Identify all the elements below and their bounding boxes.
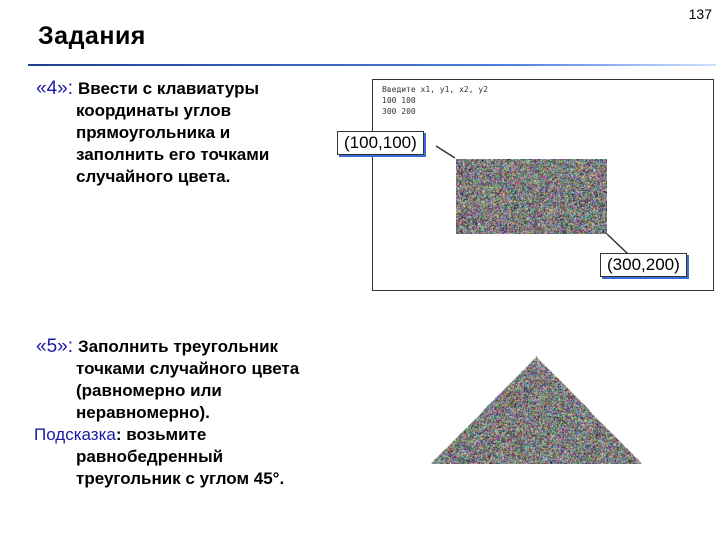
console-line: 100 100 bbox=[382, 96, 416, 105]
task-5-number: «5» bbox=[36, 336, 68, 357]
task-5 bbox=[36, 336, 299, 490]
hint-line: треугольник с углом 45°. bbox=[76, 469, 285, 488]
task-5-line: неравномерно). bbox=[76, 403, 210, 422]
callout-pointer-1 bbox=[436, 146, 455, 158]
hint-line: возьмите bbox=[126, 425, 207, 444]
hint-line: равнобедренный bbox=[76, 447, 224, 466]
task-4-colon: : bbox=[67, 78, 73, 99]
callout-pointer-2 bbox=[607, 234, 628, 254]
task-4-number: «4» bbox=[36, 78, 68, 99]
task-4-line: координаты углов bbox=[76, 101, 232, 120]
task-4-line: Ввести с клавиатуры bbox=[77, 79, 260, 98]
task-4-line: заполнить его точками bbox=[76, 145, 270, 164]
task-5-colon: : bbox=[67, 336, 73, 357]
hint-colon: : bbox=[115, 425, 122, 444]
callout-top-left-corner: (100,100) bbox=[337, 131, 424, 155]
task-4-line: случайного цвета. bbox=[76, 167, 231, 186]
hint-label: Подсказка bbox=[34, 425, 116, 444]
task-4-line: прямоугольника и bbox=[76, 123, 231, 142]
console-line: 300 200 bbox=[382, 107, 416, 116]
task-5-line: Заполнить треугольник bbox=[77, 337, 279, 356]
slide-title: Задания bbox=[38, 22, 146, 50]
console-line: Введите x1, y1, x2, y2 bbox=[382, 85, 488, 94]
slide-number: 137 bbox=[688, 6, 712, 22]
task-5-line: точками случайного цвета bbox=[76, 359, 300, 378]
task-5-line: (равномерно или bbox=[76, 381, 222, 400]
callout-bottom-right-corner: (300,200) bbox=[600, 253, 687, 277]
